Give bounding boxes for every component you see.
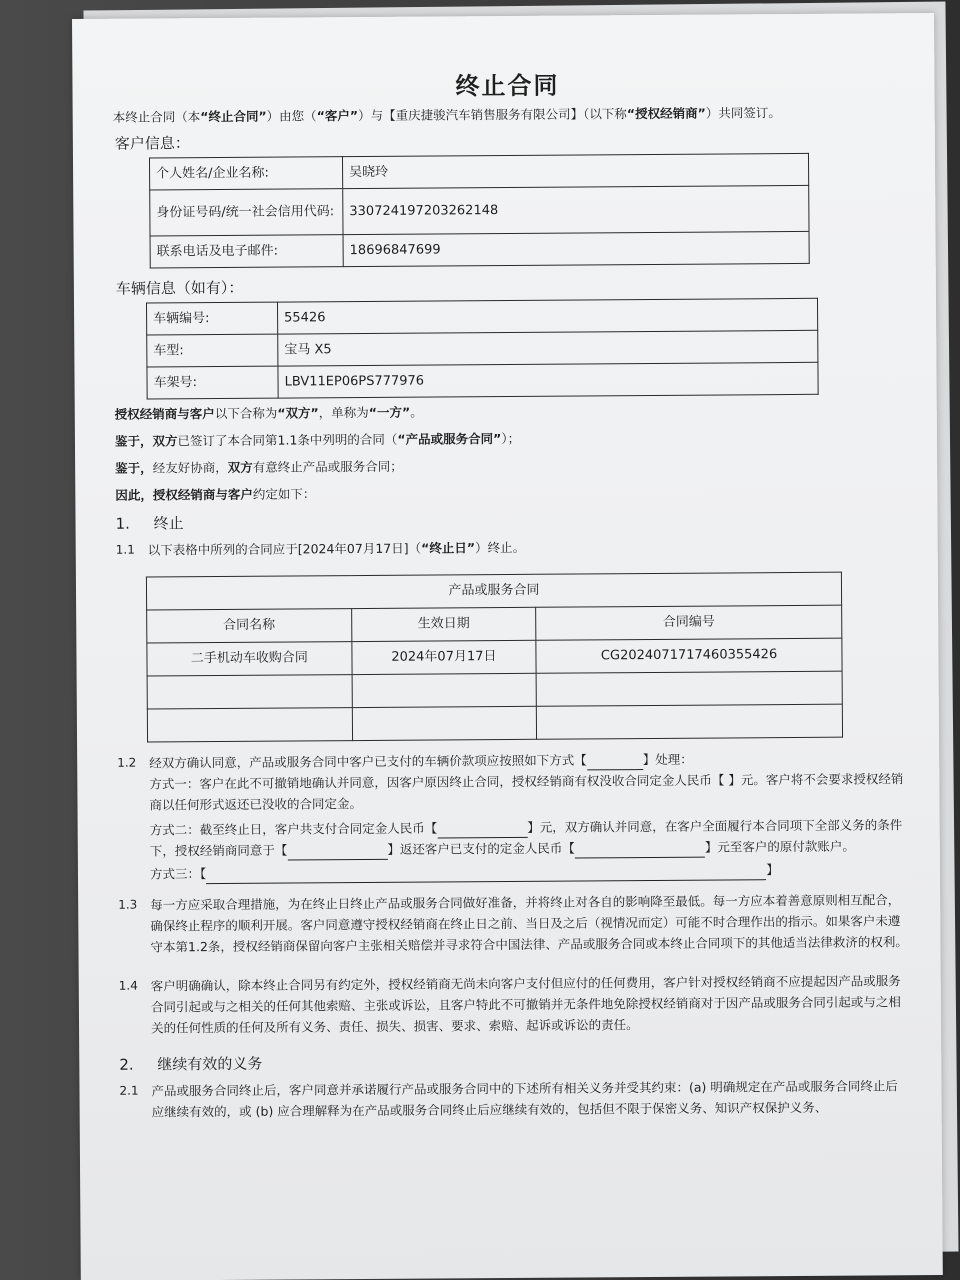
customer-info-table [149, 153, 810, 269]
customer-id-label: 身份证号码/统一社会信用代码: [150, 189, 343, 236]
section-1-number: 1. [115, 514, 130, 533]
clause-number: 1.4 [118, 978, 138, 993]
clause-number: 2.1 [119, 1083, 139, 1098]
method-3: 方式三：【 】 [118, 858, 908, 885]
table-row [147, 638, 842, 676]
vehicle-vin-value: LBV11EP06PS777976 [278, 362, 818, 398]
vehicle-vin-label: 车架号: [147, 366, 278, 399]
customer-contact-label: 联系电话及电子邮件: [150, 235, 343, 268]
recital-parties: 授权经销商与客户以下合称为“双方”，单称为“一方”。 [114, 404, 423, 422]
contract-date-cell [352, 706, 537, 740]
contract-name-cell: 二手机动车收购合同 [147, 642, 352, 676]
column-header: 合同编号 [536, 605, 842, 640]
table-row [149, 153, 808, 190]
clause-text: 经双方确认同意，产品或服务合同中客户已支付的车辆价款项应按照如下方式【 】处理： [149, 751, 693, 771]
clause-text: 每一方应采取合理措施，为在终止日终止产品或服务合同做好准备，并将终止对各自的影响降至最低。每一方应本着善意原则相互配合，确保终止程序的顺利开展。客户同意遵守授权经销商在终止日之前、当日及之后（视情况而定）可能不时合理作出的指示。如果客户未遵守本第1.2条，授权经销商保留向客户主张相关赔偿并寻求符合中国法律、产品或服务合同或本终止合同项下的其他适当法律救济的权利。 [150, 892, 908, 955]
recital-whereas-1: 鉴于，双方已签订了本合同第1.1条中列明的合同（“产品或服务合同”）； [114, 430, 521, 449]
blank-field [575, 857, 705, 859]
vehicle-model-label: 车型: [147, 334, 278, 367]
document-title: 终止合同 [455, 71, 560, 101]
table-row [147, 605, 842, 643]
section-2-heading [119, 1049, 909, 1075]
table-row [147, 671, 842, 709]
clause-number: 1.3 [118, 897, 138, 912]
clause-1-3 [118, 889, 908, 958]
contracts-caption: 产品或服务合同 [146, 572, 841, 610]
table-row [147, 704, 842, 742]
customer-id-value: 330724197203262148 [343, 185, 809, 234]
table-row [146, 298, 817, 335]
contract-number-cell [536, 704, 842, 739]
contract-date-cell [352, 673, 537, 707]
contract-name-cell [147, 675, 352, 709]
clause-number: 1.1 [115, 542, 135, 557]
table-row [150, 231, 809, 268]
contract-number-cell [536, 671, 842, 706]
vehicle-number-value: 55426 [277, 298, 817, 334]
section-1-title: 终止 [153, 514, 184, 533]
contract-date-cell: 2024年07月17日 [352, 640, 537, 674]
contract-name-cell [147, 708, 352, 742]
section-1-heading [115, 508, 905, 534]
customer-info-heading: 客户信息： [114, 134, 190, 153]
vehicle-model-value: 宝马 X5 [278, 330, 818, 366]
section-2-number: 2. [119, 1055, 134, 1074]
recital-therefore: 因此，授权经销商与客户约定如下： [115, 486, 316, 503]
clause-text: 产品或服务合同终止后，客户同意并承诺履行产品或服务合同中的下述所有相关义务并受其约束：(a) 明确规定在产品或服务合同终止后应继续有效的，或 (b) 应合理解释为在产品或服务合同终止后应继续有效的，包括但不限于保密义务、知识产权保护义务、 [151, 1078, 898, 1120]
clause-text: 客户明确确认，除本终止合同另有约定外，授权经销商无尚未向客户支付但应付的任何费用，客户针对授权经销商不应提起因产品或服务合同引起或与之相关的任何其他索赔、主张或诉讼，且客户特此不可撤销并无条件地免除授权经销商对于因产品或服务合同引起或与之相关的任何性质的任何及所有义务、责任、损失、损害、要求、索赔、起诉或诉讼的责任。 [150, 973, 901, 1036]
table-row [147, 362, 818, 399]
document-content [112, 73, 909, 1122]
contracts-table [146, 572, 843, 743]
clause-1-4 [119, 970, 909, 1039]
clause-text: 以下表格中所列的合同应于[2024年07月17日]（“终止日”）终止。 [147, 539, 526, 558]
column-header: 生效日期 [351, 607, 536, 641]
clause-2-1 [119, 1075, 909, 1123]
vehicle-number-label: 车辆编号: [146, 302, 277, 335]
contract-number-cell: CG2024071717460355426 [536, 638, 842, 673]
blank-field [206, 879, 766, 884]
clause-1-1 [116, 534, 906, 561]
recital-whereas-2: 鉴于，经友好协商，双方有意终止产品或服务合同； [115, 458, 403, 476]
method-1: 方式一：客户在此不可撤销地确认并同意，因客户原因终止合同，授权经销商有权没收合同定金人民币【 】元。客户将不会要求授权经销商以任何形式返还已没收的合同定金。 [149, 771, 904, 813]
section-2-title: 继续有效的义务 [157, 1054, 263, 1074]
clause-number: 1.2 [117, 755, 137, 770]
table-row [147, 330, 818, 367]
vehicle-info-heading: 车辆信息（如有）： [115, 278, 244, 298]
customer-name-label: 个人姓名/企业名称: [149, 157, 342, 190]
method-2: 方式二：截至终止日，客户共支付合同定金人民币【 】元，双方确认并同意，在客户全面履行本合同项下全部义务的条件下，授权经销商同意于【 】返还客户已支付的定金人民币【 】元至客户的原付款账户。 [118, 814, 908, 862]
document-page [72, 13, 943, 1280]
blank-field [287, 859, 387, 861]
table-row [150, 185, 809, 236]
intro-paragraph: 本终止合同（本“终止合同”）由您（“客户”）与【重庆捷骏汽车销售服务有限公司】（以下称“授权经销商”）共同签订。 [112, 105, 781, 125]
vehicle-info-table [146, 298, 819, 400]
column-header: 合同名称 [147, 609, 352, 643]
customer-name-value: 吴晓玲 [342, 153, 808, 188]
table-row [146, 572, 841, 610]
customer-contact-value: 18696847699 [343, 231, 809, 266]
blank-field [437, 837, 527, 839]
